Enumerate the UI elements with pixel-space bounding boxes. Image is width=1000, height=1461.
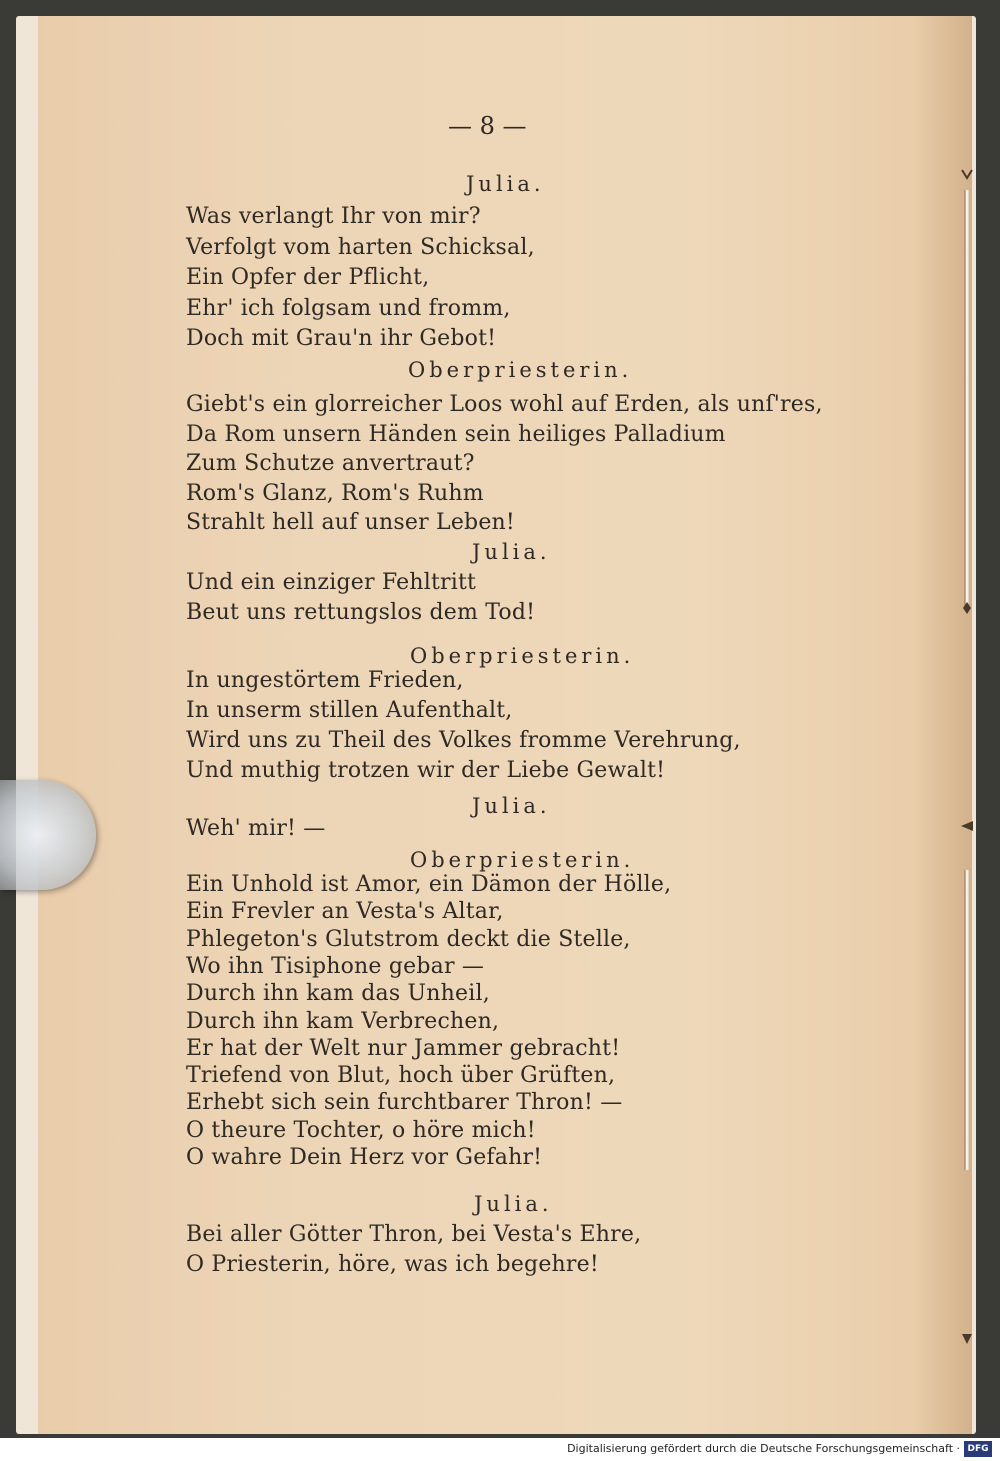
speaker-name: Oberpriesterin. xyxy=(410,644,635,668)
dfg-logo-icon: DFG xyxy=(964,1441,992,1457)
verse-line: Strahlt hell auf unser Leben! xyxy=(186,510,515,535)
verse-line: Beut uns rettungslos dem Tod! xyxy=(186,600,536,625)
verse-line: Und ein einziger Fehltritt xyxy=(186,570,477,595)
verse-line: Ein Opfer der Pflicht, xyxy=(186,265,430,290)
verse-line: Wird uns zu Theil des Volkes fromme Verehrung, xyxy=(186,728,741,753)
verse-line: Doch mit Grau'n ihr Gebot! xyxy=(186,326,497,351)
speaker-name: Oberpriesterin. xyxy=(408,358,633,382)
verse-line: Durch ihn kam Verbrechen, xyxy=(186,1009,500,1034)
verse-line: Was verlangt Ihr von mir? xyxy=(186,204,481,229)
footer-bar xyxy=(0,1438,1000,1461)
verse-line: Wo ihn Tisiphone gebar — xyxy=(186,954,485,979)
verse-line: In unserm stillen Aufenthalt, xyxy=(186,698,513,723)
speaker-name: Julia. xyxy=(472,540,551,564)
verse-line: Giebt's ein glorreicher Loos wohl auf Erden, als unſ'res, xyxy=(186,392,823,417)
verse-line: Durch ihn kam das Unheil, xyxy=(186,981,490,1006)
speaker-name: Julia. xyxy=(474,1192,553,1216)
page-number: — 8 — xyxy=(448,112,527,140)
footer-credit: Digitalisierung gefördert durch die Deutsche Forschungsgemeinschaft · xyxy=(567,1442,960,1455)
verse-line: In ungestörtem Frieden, xyxy=(186,668,464,693)
verse-line: Ein Frevler an Vesta's Altar, xyxy=(186,899,504,924)
verse-line: Erhebt sich sein furchtbarer Thron! — xyxy=(186,1090,623,1115)
speaker-name: Julia. xyxy=(466,172,545,196)
verse-line: Da Rom unsern Händen sein heiliges Palladium xyxy=(186,422,726,447)
verse-line: Bei aller Götter Thron, bei Vesta's Ehre, xyxy=(186,1222,642,1247)
verse-line: Weh' mir! — xyxy=(186,816,326,841)
verse-line: Und muthig trotzen wir der Liebe Gewalt! xyxy=(186,758,666,783)
verse-line: Rom's Glanz, Rom's Ruhm xyxy=(186,481,484,506)
verse-line: Ein Unhold ist Amor, ein Dämon der Hölle, xyxy=(186,872,672,897)
verse-line: O theure Tochter, o höre mich! xyxy=(186,1118,536,1143)
verse-line: Ehr' ich folgsam und fromm, xyxy=(186,296,511,321)
verse-line: Verfolgt vom harten Schicksal, xyxy=(186,235,535,260)
verse-line: O Priesterin, höre, was ich begehre! xyxy=(186,1252,599,1277)
verse-line: Zum Schutze anvertraut? xyxy=(186,451,475,476)
verse-line: Er hat der Welt nur Jammer gebracht! xyxy=(186,1036,621,1061)
speaker-name: Julia. xyxy=(472,794,551,818)
speaker-name: Oberpriesterin. xyxy=(410,848,635,872)
verse-line: O wahre Dein Herz vor Gefahr! xyxy=(186,1145,543,1170)
verse-line: Phlegeton's Glutstrom deckt die Stelle, xyxy=(186,927,631,952)
verse-line: Triefend von Blut, hoch über Grüften, xyxy=(186,1063,616,1088)
